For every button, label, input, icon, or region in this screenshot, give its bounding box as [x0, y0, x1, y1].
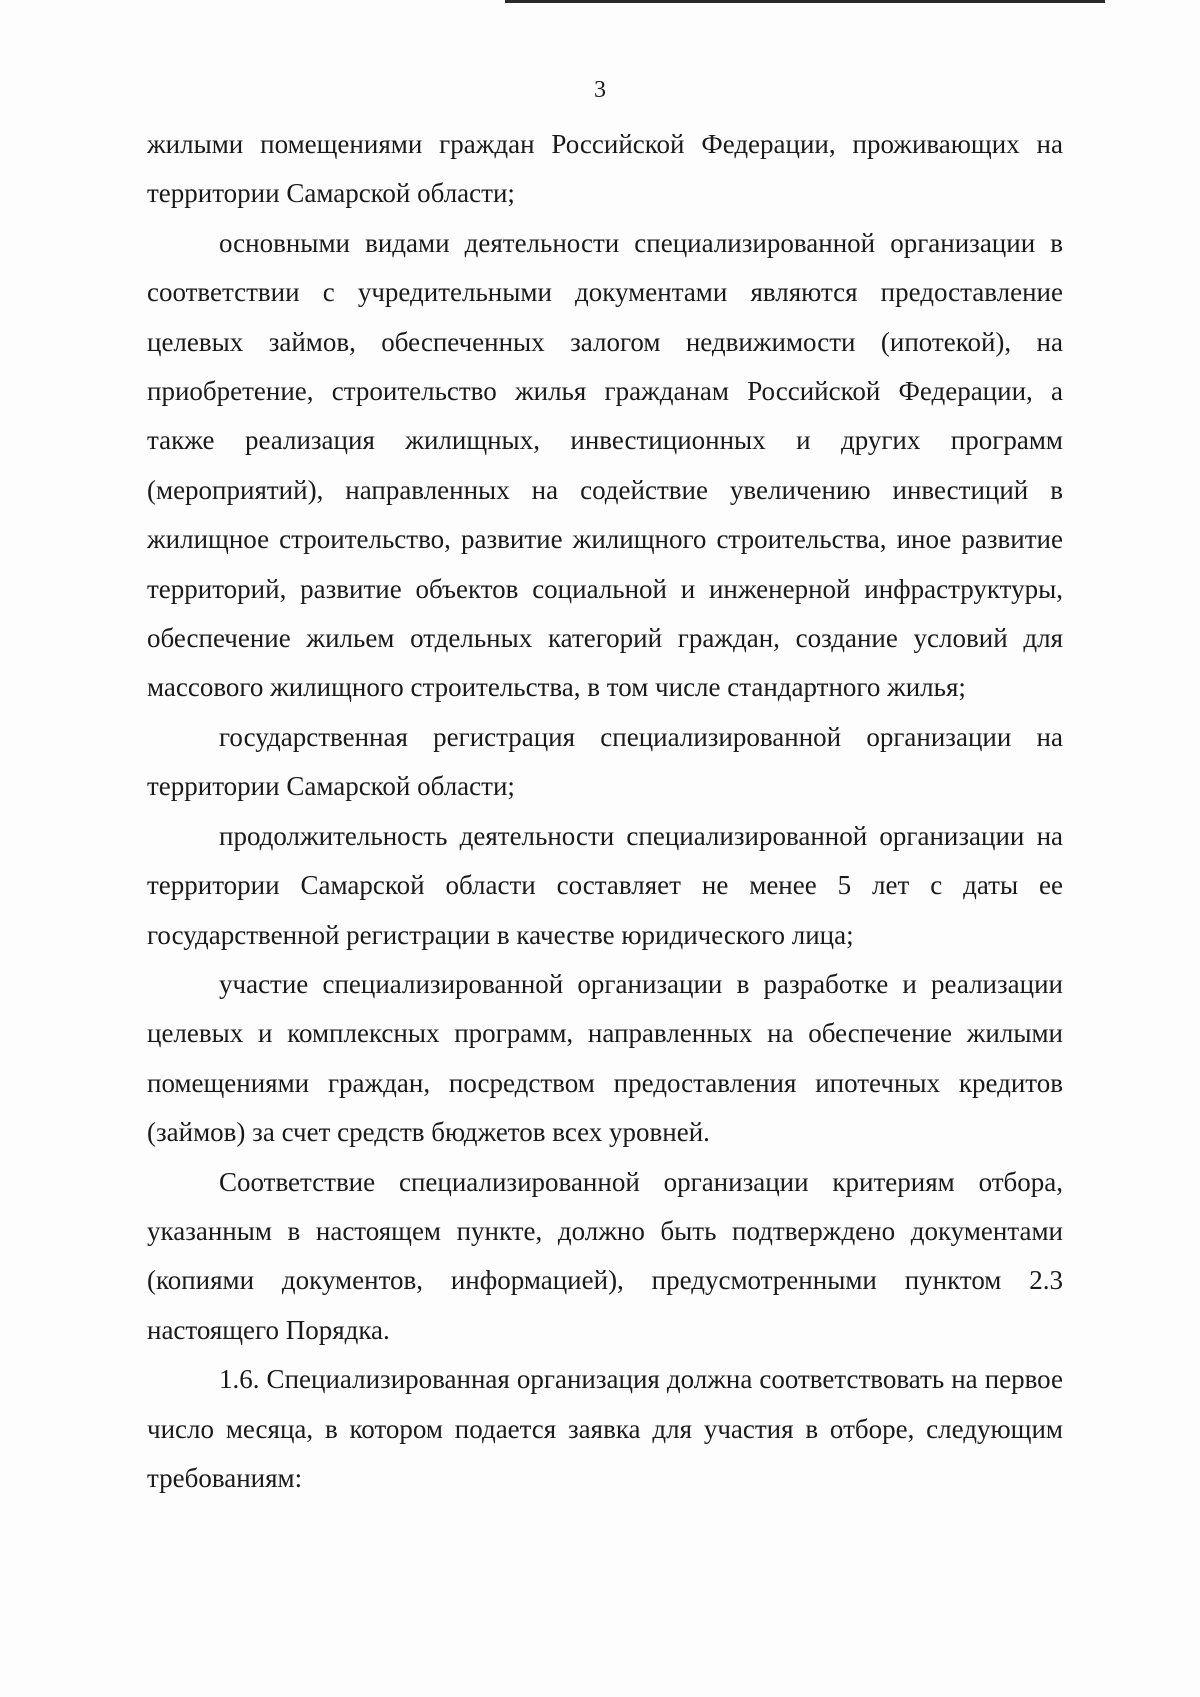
top-border-line	[505, 0, 1105, 3]
paragraph-6: Соответствие специализированной организации критериям отбора, указанным в настоящем пункте, должно быть подтверждено документами (копиями документов, информацией), предусмотренными пунктом 2.3 настоящего Порядка.	[147, 1166, 1063, 1345]
page-number: 3	[594, 77, 606, 103]
paragraph-3: государственная регистрация специализированной организации на территории Самарской области;	[147, 721, 1063, 802]
paragraph-1: жилыми помещениями граждан Российской Федерации, проживающих на территории Самарской области;	[147, 129, 1063, 209]
paragraph-7: 1.6. Специализированная организация должна соответствовать на первое число месяца, в котором подается заявка для участия в отборе, следующим требованиям:	[147, 1364, 1063, 1493]
paragraph-4: продолжительность деятельности специализированной организации на территории Самарской области составляет не менее 5 лет с даты ее государственной регистрации в качестве юридического лица;	[147, 820, 1063, 950]
paragraph-5: участие специализированной организации в разработке и реализации целевых и комплексных программ, направленных на обеспечение жилыми помещениями граждан, посредством предоставления ипотечных кредитов (займов) за счет средств бюджетов всех уровней.	[147, 968, 1063, 1148]
paragraph-2: основными видами деятельности специализированной организации в соответствии с учредительными документами являются предоставление целевых займов, обеспеченных залогом недвижимости (ипотекой), на приобретение, строительство жилья гражданам Российской Федерации, а также реализация жилищных, инвестиционных и других программ (мероприятий), направленных на содействие увеличению инвестиций в жилищное строительство, развитие жилищного строительства, иное развитие территорий, развитие объектов социальной и инженерной инфраструктуры, обеспечение жильем отдельных категорий граждан, создание условий для массового жилищного строительства, в том числе стандартного жилья;	[147, 227, 1063, 703]
document-body	[147, 120, 1063, 1503]
